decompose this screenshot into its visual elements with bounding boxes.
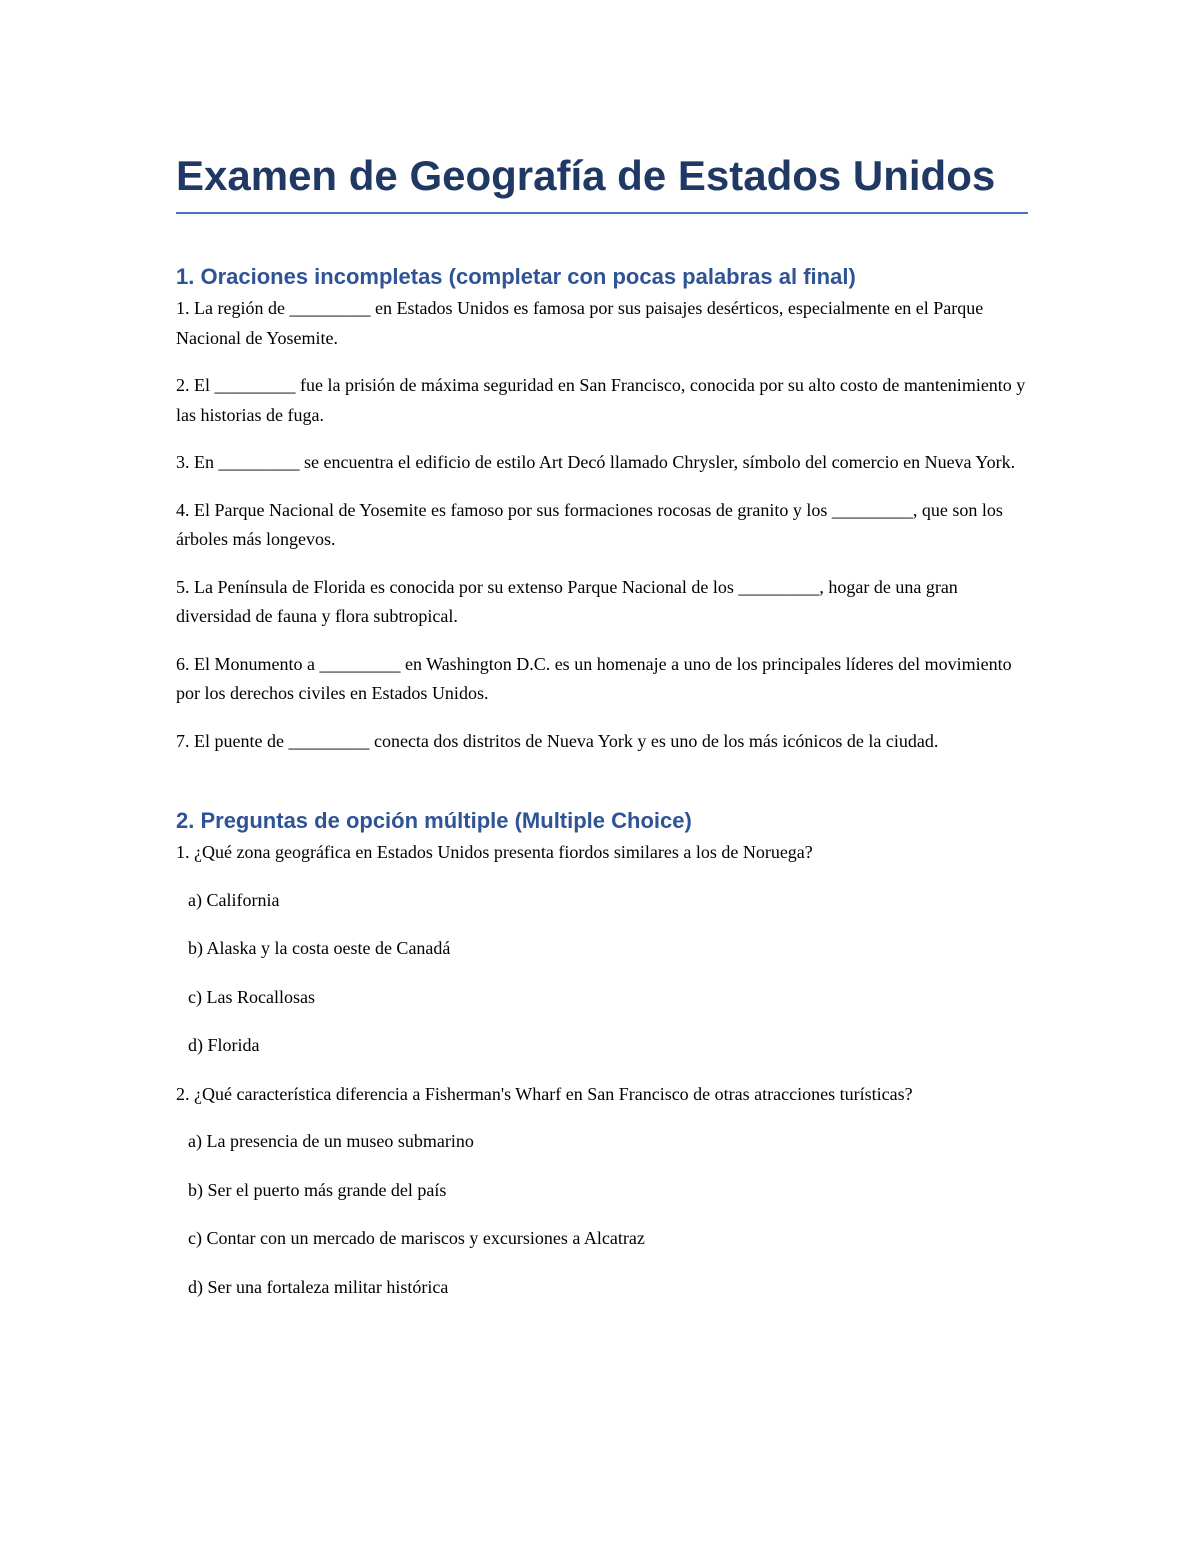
section-2-heading: 2. Preguntas de opción múltiple (Multiple Choice) [176,808,692,833]
document-content [176,148,1028,1321]
fill-in-item-2: 2. El _________ fue la prisión de máxima seguridad en San Francisco, conocida por su alto costo de mantenimiento y las historias de fuga. [176,375,1026,425]
mc-question-1: 1. ¿Qué zona geográfica en Estados Unidos presenta fiordos similares a los de Noruega? [176,842,813,862]
section-1-body [176,294,1028,756]
mc-question-1-option-c: c) Las Rocallosas [188,986,315,1007]
fill-in-item-6: 6. El Monumento a _________ en Washington D.C. es un homenaje a uno de los principales líderes del movimiento por los derechos civiles en Estados Unidos. [176,653,1012,703]
section-1-heading: 1. Oraciones incompletas (completar con pocas palabras al final) [176,264,856,289]
mc-question-1-option-a: a) California [188,889,280,910]
section-2-body [176,838,1028,1302]
fill-in-item-3: 3. En _________ se encuentra el edificio de estilo Art Decó llamado Chrysler, símbolo del comercio en Nueva York. [176,452,1016,472]
fill-in-item-1: 1. La región de _________ en Estados Unidos es famosa por sus paisajes desérticos, especialmente en el Parque Nacional de Yosemite. [176,298,984,348]
mc-question-1-option-d: d) Florida [188,1035,260,1055]
mc-question-2-option-d: d) Ser una fortaleza militar histórica [188,1276,449,1297]
mc-question-2-option-b: b) Ser el puerto más grande del país [188,1179,447,1200]
mc-question-2: 2. ¿Qué característica diferencia a Fisherman's Wharf en San Francisco de otras atracciones turísticas? [176,1083,913,1104]
mc-question-2-option-a: a) La presencia de un museo submarino [188,1131,474,1151]
mc-question-2-option-c: c) Contar con un mercado de mariscos y excursiones a Alcatraz [188,1228,645,1248]
fill-in-item-7: 7. El puente de _________ conecta dos distritos de Nueva York y es uno de los más icónicos de la ciudad. [176,730,939,751]
fill-in-item-4: 4. El Parque Nacional de Yosemite es famoso por sus formaciones rocosas de granito y los _________, que son los árboles más longevos. [176,499,1003,549]
document-title: Examen de Geografía de Estados Unidos [176,148,1028,214]
mc-question-1-option-b: b) Alaska y la costa oeste de Canadá [188,938,451,958]
fill-in-item-5: 5. La Península de Florida es conocida por su extenso Parque Nacional de los _________, hogar de una gran diversidad de fauna y flora subtropical. [176,576,958,626]
